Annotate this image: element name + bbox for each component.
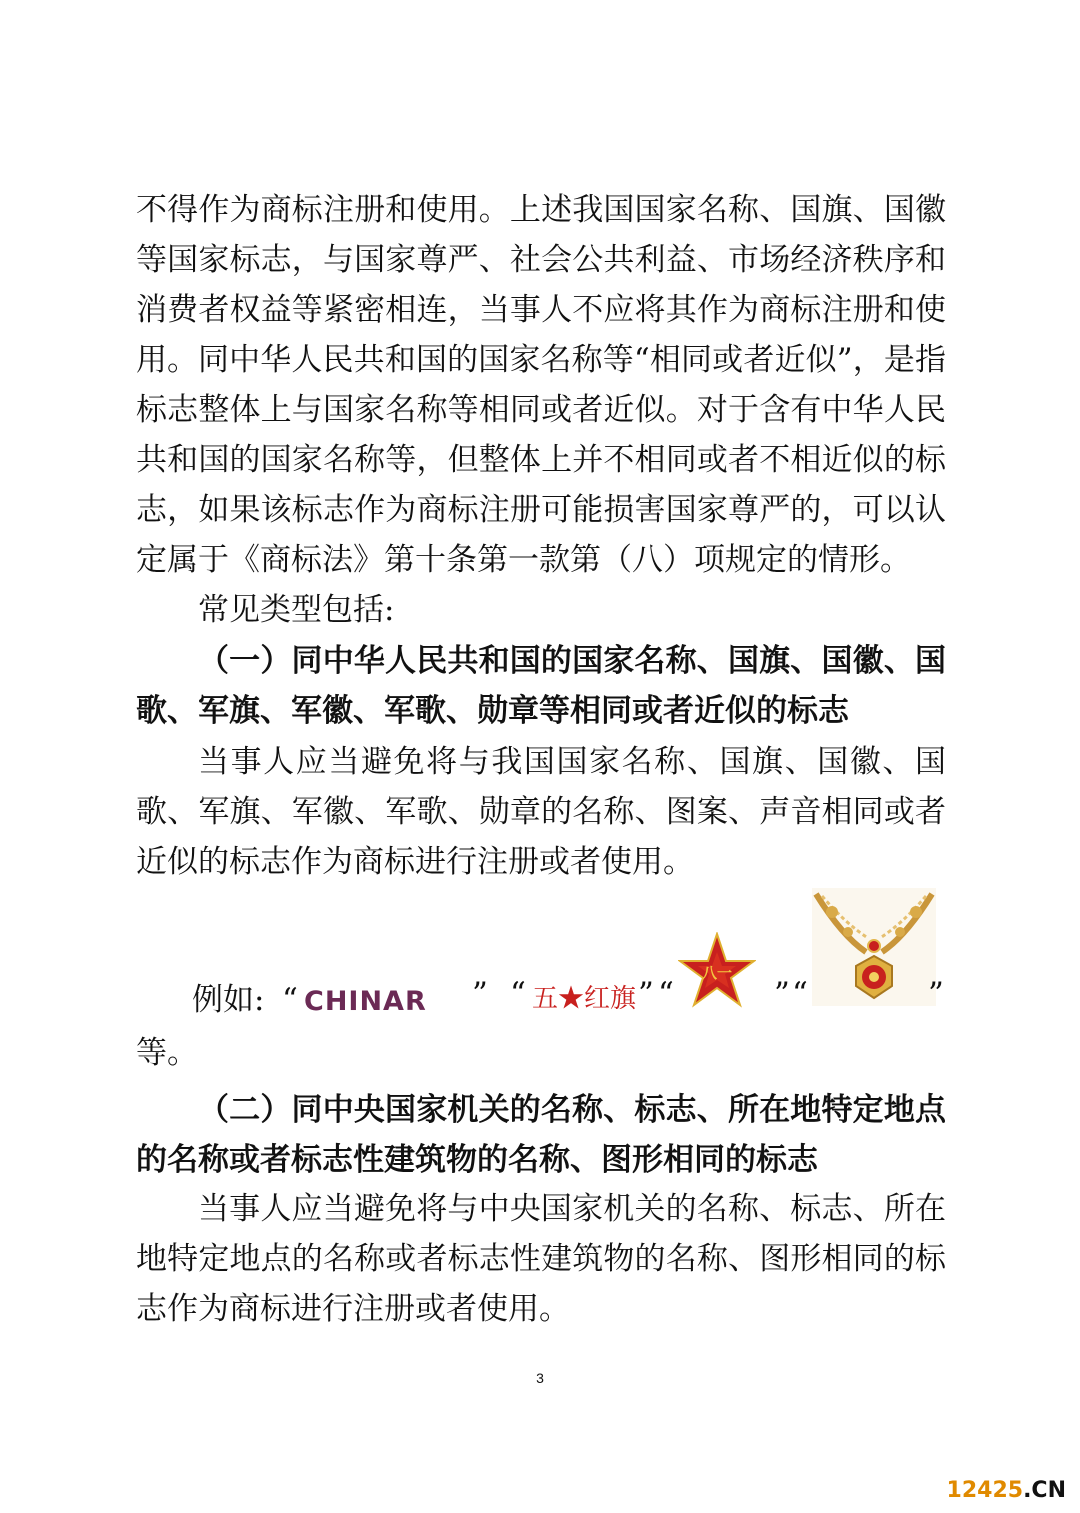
page-number: 3 bbox=[536, 1370, 544, 1386]
paragraph-2: 同中华人民共和国的国家名称等“相同或者近似”，是指标志整体上与国家名称等相同或者近似。对于含有中华人民共和国的国家名称等，但整体上并不相同或者不相近似的标志，如果该标志作为商标注册可能损害国家尊严的，可以认定属于《商标法》第十条第一款第（八）项规定的情形。 bbox=[136, 342, 946, 578]
paragraph-5: 当事人应当避免将与中央国家机关的名称、标志、所在地特定地点的名称或者标志性建筑物的名称、图形相同的标志作为商标进行注册或者使用。 bbox=[136, 1191, 946, 1327]
watermark-domain: .CN bbox=[1023, 1478, 1066, 1503]
paragraph-4: 当事人应当避免将与我国国家名称、国旗、国徽、国歌、军旗、军徽、军歌、勋章的名称、图案、声音相同或者近似的标志作为商标进行注册或者使用。 bbox=[136, 744, 946, 880]
quote-close-3: ” bbox=[774, 976, 790, 1012]
heading-1: （一）同中华人民共和国的国家名称、国旗、国徽、国歌、军旗、军徽、军歌、勋章等相同或者近似的标志 bbox=[136, 643, 946, 729]
quote-close-2: ” bbox=[638, 976, 654, 1012]
example-suffix: 等。 bbox=[136, 1035, 198, 1071]
bayi-text: 八一 bbox=[701, 964, 733, 982]
chinar-mark: CHINAR bbox=[304, 986, 427, 1017]
paragraph-3: 常见类型包括: bbox=[198, 592, 395, 628]
example-line bbox=[192, 888, 952, 1018]
example-prefix: 例如: bbox=[192, 982, 265, 1018]
paragraph-1: 不得作为商标注册和使用。上述我国国家名称、国旗、国徽等国家标志，与国家尊严、社会公共利益、市场经济秩序和消费者权益等紧密相连，当事人不应将其作为商标注册和使用。 bbox=[136, 192, 946, 378]
quote-open-1: “ bbox=[282, 982, 298, 1018]
quote-close-4: ” bbox=[928, 976, 944, 1012]
heading-2: （二）同中央国家机关的名称、标志、所在地特定地点的名称或者标志性建筑物的名称、图形相同的标志 bbox=[136, 1092, 946, 1178]
wuxing-hongqi-mark: 五★红旗 bbox=[532, 984, 637, 1014]
medal-icon bbox=[812, 888, 936, 1006]
quote-open-3: “ bbox=[658, 976, 674, 1012]
quote-open-2: “ bbox=[510, 976, 526, 1012]
watermark-logo bbox=[947, 1478, 1066, 1503]
quote-open-4: “ bbox=[792, 976, 808, 1012]
watermark-number: 12425 bbox=[946, 1478, 1024, 1503]
bayi-star-emblem-icon bbox=[678, 932, 756, 1008]
quote-close-1: ” bbox=[472, 976, 488, 1012]
